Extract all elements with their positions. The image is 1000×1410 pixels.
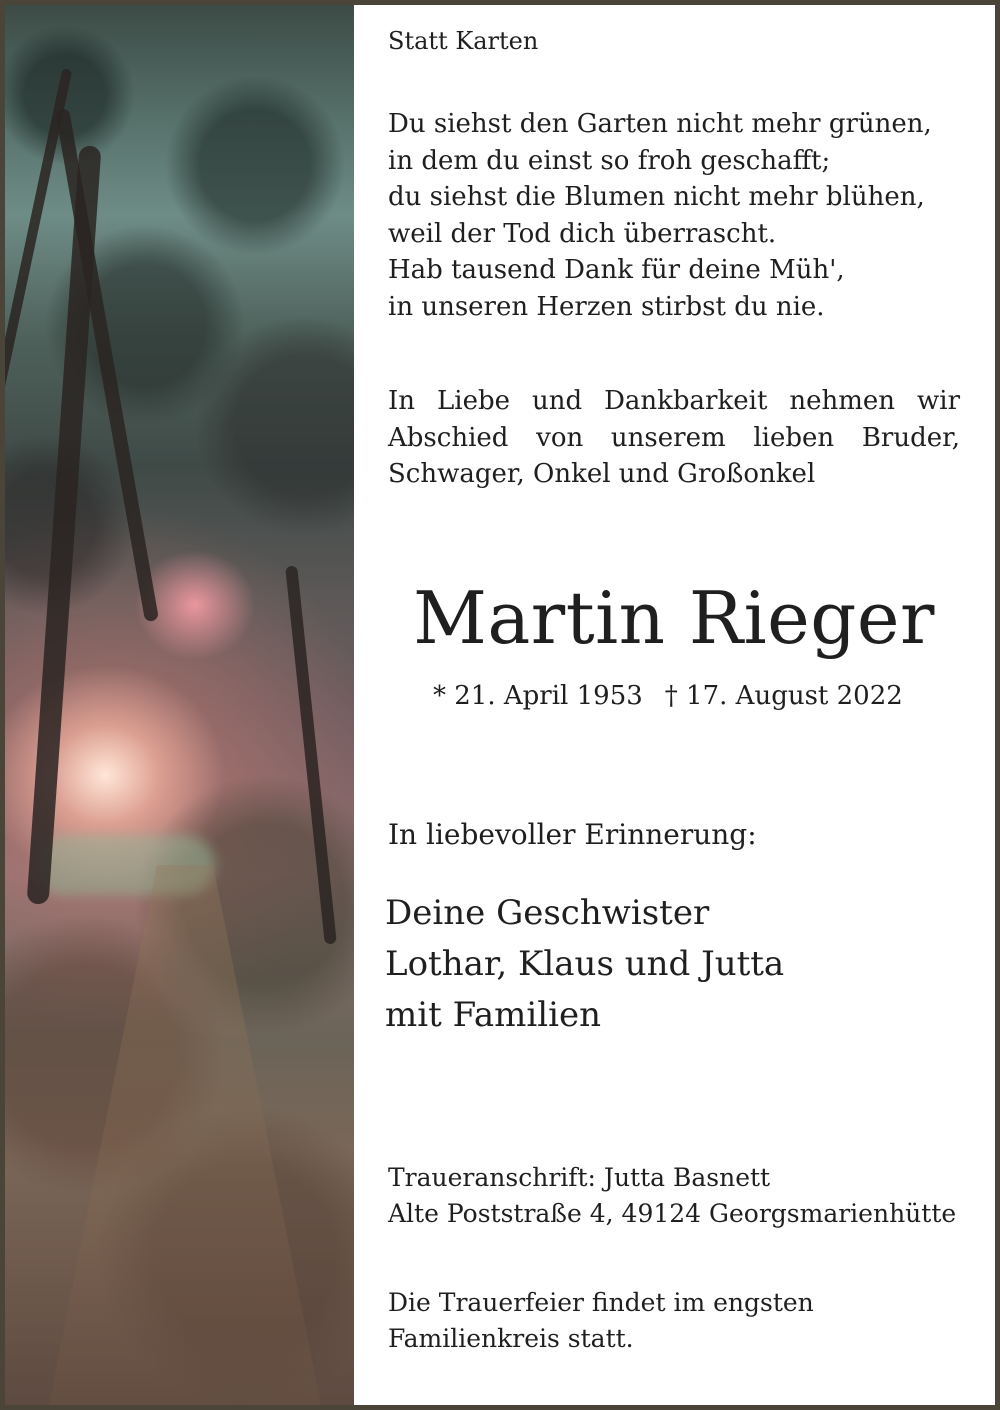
deceased-name: Martin Rieger bbox=[413, 576, 935, 660]
ceremony-line: Die Trauerfeier findet im engsten bbox=[388, 1288, 814, 1317]
farewell-line-3: Schwager, Onkel und Großonkel bbox=[388, 459, 816, 489]
family-signature bbox=[385, 888, 784, 1041]
farewell-line-1 bbox=[388, 383, 960, 420]
farewell-word: nehmen bbox=[789, 386, 896, 416]
forest-sunset-photo bbox=[5, 5, 354, 1405]
poem-line: du siehst die Blumen nicht mehr blühen, bbox=[388, 182, 925, 212]
poem-line: weil der Tod dich überrascht. bbox=[388, 218, 777, 249]
farewell-word: In bbox=[388, 386, 416, 416]
farewell-word: Dankbarkeit bbox=[604, 386, 768, 416]
ceremony-note bbox=[388, 1285, 814, 1357]
farewell-word: Bruder, bbox=[861, 422, 960, 453]
death-date: † 17. August 2022 bbox=[664, 681, 903, 711]
farewell-text bbox=[388, 383, 960, 493]
life-dates bbox=[433, 678, 903, 714]
family-line: Lothar, Klaus und Jutta bbox=[385, 944, 785, 984]
farewell-line-2 bbox=[388, 420, 960, 457]
lead-line: Statt Karten bbox=[388, 27, 539, 55]
mourning-address bbox=[388, 1160, 956, 1232]
birth-date: * 21. April 1953 bbox=[433, 681, 643, 711]
family-line: Deine Geschwister bbox=[385, 893, 710, 933]
farewell-word: lieben bbox=[753, 422, 835, 453]
poem bbox=[388, 106, 932, 325]
farewell-word: unserem bbox=[610, 422, 726, 453]
family-line: mit Familien bbox=[385, 995, 602, 1035]
memory-label: In liebevoller Erinnerung: bbox=[388, 818, 757, 851]
farewell-word: Liebe bbox=[436, 386, 510, 416]
address-line: Traueranschrift: Jutta Basnett bbox=[388, 1163, 771, 1192]
poem-line: Hab tausend Dank für deine Müh', bbox=[388, 255, 845, 285]
poem-line: in dem du einst so froh geschafft; bbox=[388, 145, 831, 176]
poem-line: Du siehst den Garten nicht mehr grünen, bbox=[388, 109, 932, 139]
farewell-word: und bbox=[531, 386, 583, 416]
poem-line: in unseren Herzen stirbst du nie. bbox=[388, 291, 825, 322]
farewell-word: Abschied bbox=[388, 422, 509, 453]
address-line: Alte Poststraße 4, 49124 Georgsmarienhütte bbox=[388, 1199, 957, 1228]
obituary-card bbox=[5, 5, 995, 1405]
ceremony-line: Familienkreis statt. bbox=[388, 1324, 634, 1353]
farewell-word: wir bbox=[917, 386, 960, 416]
obituary-text bbox=[385, 5, 960, 1405]
farewell-word: von bbox=[536, 422, 584, 453]
